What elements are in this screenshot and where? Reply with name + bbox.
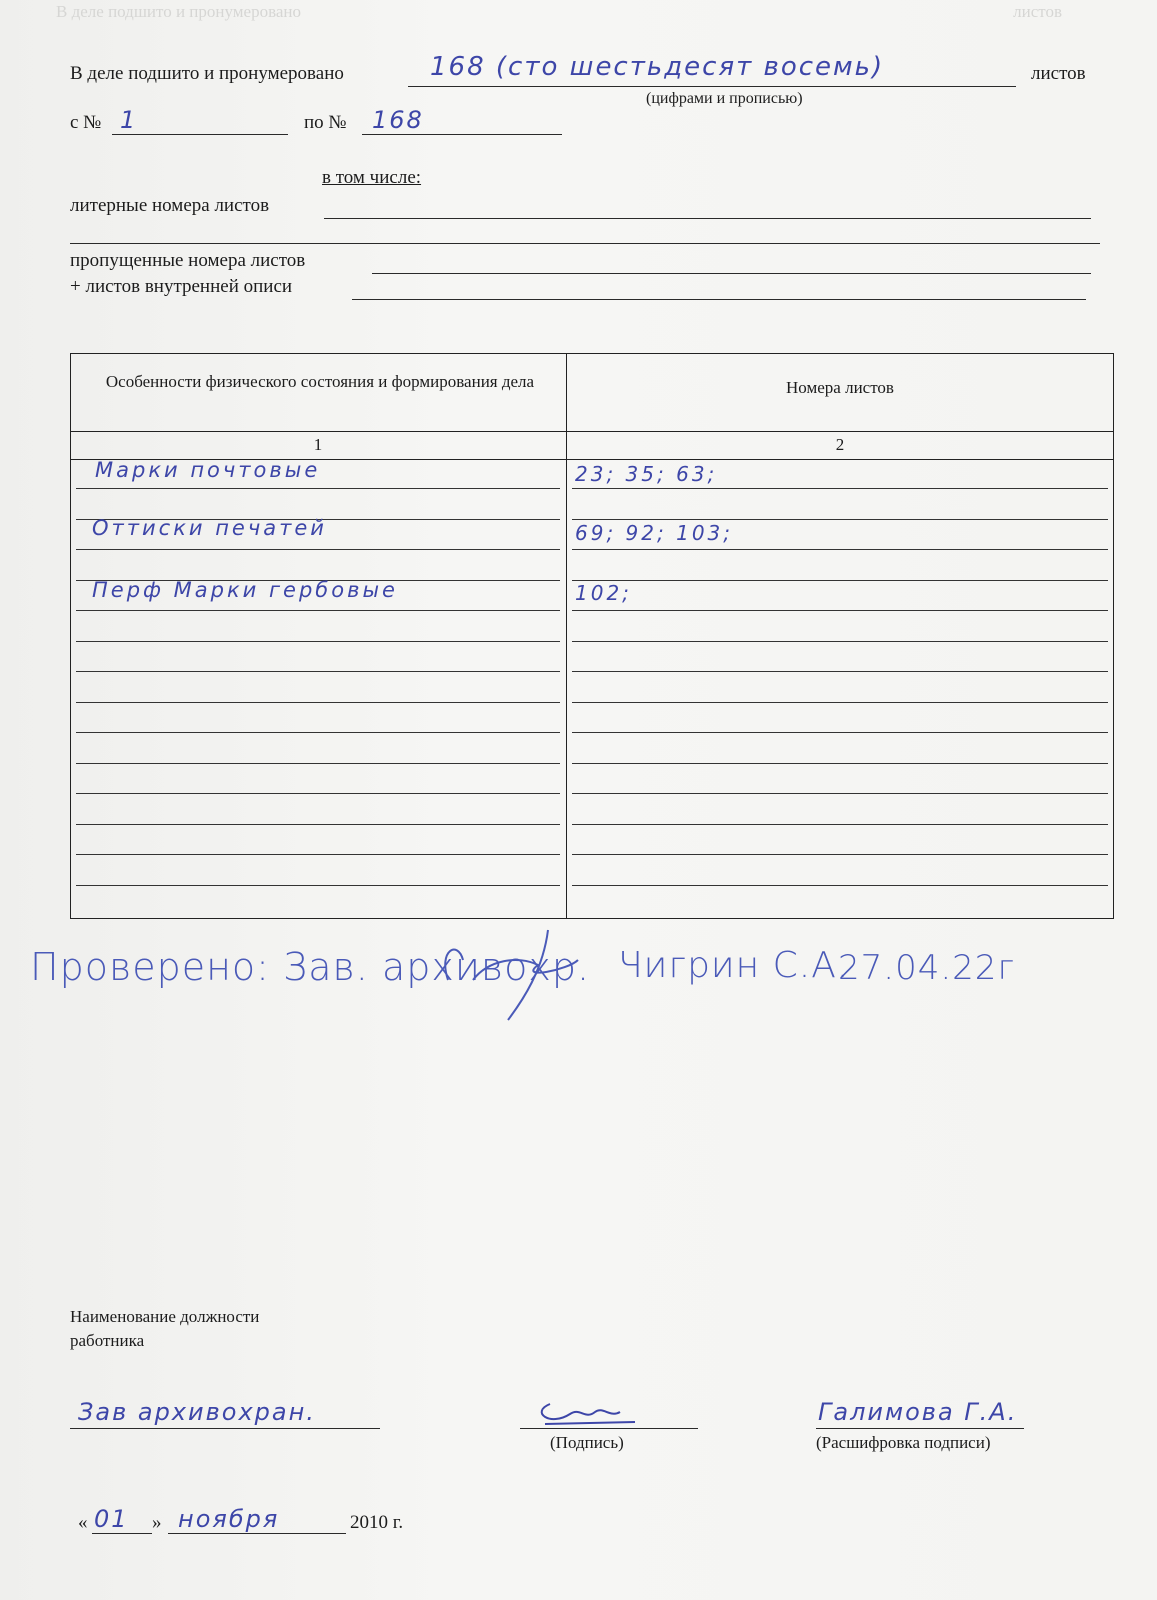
table-ruled-line-right: [572, 610, 1108, 611]
table-ruled-line-right: [572, 885, 1108, 886]
verification-text: Проверено: Зав. архивохр.: [30, 945, 591, 989]
table-row-sheets: 69; 92; 103;: [575, 521, 734, 545]
letter-numbers-line-2: [70, 243, 1100, 244]
position-line: [70, 1428, 380, 1429]
bleed-through-text: В деле подшито и пронумеровано: [56, 2, 302, 21]
table-ruled-line-left: [76, 488, 560, 489]
table-col1-header: Особенности физического состояния и формирования дела: [105, 372, 535, 391]
decode-line: [816, 1428, 1024, 1429]
to-label: по №: [304, 112, 347, 133]
table-ruled-line-left: [76, 702, 560, 703]
letter-numbers-line: [324, 218, 1091, 219]
inner-inventory-line: [352, 299, 1086, 300]
to-value-handwritten: 168: [372, 106, 424, 134]
table-ruled-line-right: [572, 824, 1108, 825]
table-ruled-line-right: [572, 732, 1108, 733]
sewn-line: [408, 86, 1016, 87]
table-ruled-line-right: [572, 702, 1108, 703]
missing-numbers-line: [372, 273, 1091, 274]
date-close-quote: »: [152, 1512, 162, 1533]
decode-caption: (Расшифровка подписи): [816, 1433, 991, 1452]
position-label: Наименование должности работника: [70, 1307, 260, 1350]
verification-date: 27.04.22г: [838, 948, 1016, 988]
employee-signature: [525, 1392, 645, 1432]
table-ruled-line-right: [572, 671, 1108, 672]
date-month-handwritten: ноября: [178, 1505, 280, 1533]
including-label: в том числе:: [322, 167, 422, 188]
table-ruled-line-right: [572, 580, 1108, 581]
table-row-sheets: 102;: [575, 581, 632, 605]
table-ruled-line-left: [76, 763, 560, 764]
table-ruled-line-left: [76, 549, 560, 550]
letter-numbers-label: литерные номера листов: [70, 195, 270, 216]
verifier-name: Чигрин С.А.: [618, 945, 850, 986]
date-month-line: [168, 1533, 346, 1534]
table-ruled-line-right: [572, 854, 1108, 855]
table-row-sheets: 23; 35; 63;: [575, 462, 718, 486]
bleed-through-text-right: листов: [1013, 2, 1062, 21]
table-ruled-line-left: [76, 671, 560, 672]
table-ruled-line-left: [76, 610, 560, 611]
table-ruled-line-left: [76, 854, 560, 855]
sewn-label: В деле подшито и пронумеровано: [70, 63, 344, 84]
date-day-line: [92, 1533, 152, 1534]
table-ruled-line-right: [572, 641, 1108, 642]
date-year: 2010 г.: [350, 1512, 404, 1533]
table-col2-header: Номера листов: [786, 378, 894, 397]
table-ruled-line-left: [76, 732, 560, 733]
table-row-feature: Оттиски печатей: [92, 516, 327, 540]
table-col1-number: 1: [313, 435, 323, 454]
table-ruled-line-right: [572, 793, 1108, 794]
table-row-feature: Марки почтовые: [95, 458, 321, 482]
table-ruled-line-right: [572, 549, 1108, 550]
table-ruled-line-right: [572, 763, 1108, 764]
table-ruled-line-right: [572, 488, 1108, 489]
table-header-divider: [70, 431, 1114, 432]
from-line: [112, 134, 288, 135]
table-ruled-line-left: [76, 885, 560, 886]
table-ruled-line-left: [76, 824, 560, 825]
table-ruled-line-left: [76, 641, 560, 642]
inner-inventory-label: + листов внутренней описи: [70, 276, 293, 297]
to-line: [362, 134, 562, 135]
decode-value-handwritten: Галимова Г.А.: [818, 1398, 1018, 1426]
verifier-signature: [428, 920, 628, 1030]
table-ruled-line-left: [76, 793, 560, 794]
sewn-value-handwritten: 168 (сто шестьдесят восемь): [430, 52, 885, 82]
date-day-handwritten: 01: [94, 1505, 129, 1533]
date-open-quote: «: [78, 1512, 88, 1533]
position-value-handwritten: Зав архивохран.: [78, 1398, 316, 1426]
digits-hint: (цифрами и прописью): [646, 90, 803, 107]
table-row-feature: Перф Марки гербовые: [92, 578, 398, 602]
table-ruled-line-right: [572, 519, 1108, 520]
from-label: с №: [70, 112, 102, 133]
signature-caption: (Подпись): [550, 1433, 624, 1452]
missing-numbers-label: пропущенные номера листов: [70, 250, 306, 271]
table-col2-number: 2: [835, 435, 845, 454]
from-value-handwritten: 1: [120, 106, 138, 134]
sheets-word: листов: [1031, 63, 1086, 84]
